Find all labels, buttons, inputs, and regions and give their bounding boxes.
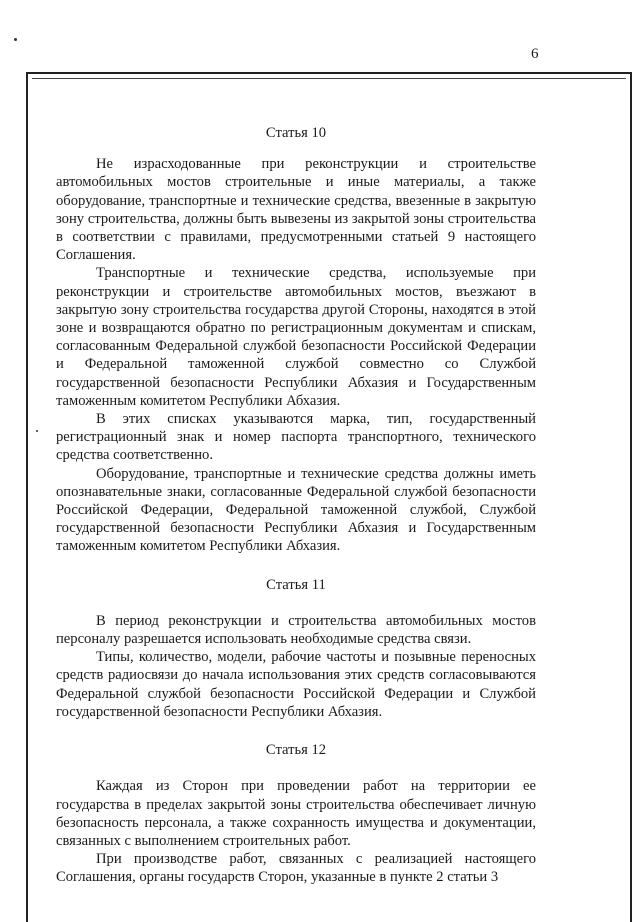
document-body [56, 110, 536, 887]
article-paragraph: В этих списках указываются марка, тип, государственный регистрационный знак и номер паспорта транспортного, технического средства соответственно. [56, 411, 536, 464]
scan-speck [14, 38, 17, 41]
page-border-inner-line [32, 78, 626, 79]
article-title: Статья 10 [265, 125, 327, 141]
article-paragraph: Не израсходованные при реконструкции и строительстве автомобильных мостов строительные и иные материалы, а также оборудование, транспортные и технические средства, ввезенные в закрытую зону строительства, должны быть вывезены из закрытой зоны строительства в соответствии с правилами, предусмотренными статьей 9 настоящего Соглашения. [56, 156, 536, 264]
article-paragraph: При производстве работ, связанных с реализацией настоящего Соглашения, органы государств Сторон, указанные в пункте 2 статьи 3 [56, 851, 536, 886]
article-paragraph: Транспортные и технические средства, используемые при реконструкции и строительстве автомобильных мостов, въезжают в закрытую зону строительства государства другой Стороны, находятся в этой зоне и возвращаются обратно по регистрационным документам и спискам, согласованным Федеральной службой безопасности Российской Федерации и Федеральной таможенной службой совместно со Службой государственной безопасности Республики Абхазия и Государственным таможенным комитетом Республики Абхазия. [56, 265, 536, 409]
article-paragraph: В период реконструкции и строительства автомобильных мостов персоналу разрешается использовать необходимые средства связи. [56, 612, 536, 648]
article-10 [56, 124, 536, 556]
article-paragraph: Типы, количество, модели, рабочие частоты и позывные переносных средств радиосвязи до начала использования этих средств согласовываются Федеральной службой безопасности Российской Федерации и Службой государственной безопасности Республики Абхазия. [56, 649, 536, 720]
article-title: Статья 12 [265, 742, 327, 759]
page-number: 6 [531, 46, 539, 62]
article-title: Статья 11 [266, 576, 326, 593]
article-paragraph: Оборудование, транспортные и технические средства должны иметь опознавательные знаки, согласованные Федеральной службой безопасности Российской Федерации, Федеральной таможенной службой, Службой государственной безопасности Республики Абхазия и Государственным таможенным комитетом Республики Абхазия. [56, 465, 536, 555]
article-12 [56, 741, 536, 886]
article-paragraph: Каждая из Сторон при проведении работ на территории ее государства в пределах закрытой зоны строительства обеспечивает личную безопасность персонала, а также сохранность имущества и документации, связанных с выполнением строительных работ. [56, 778, 536, 849]
article-11 [56, 576, 536, 721]
